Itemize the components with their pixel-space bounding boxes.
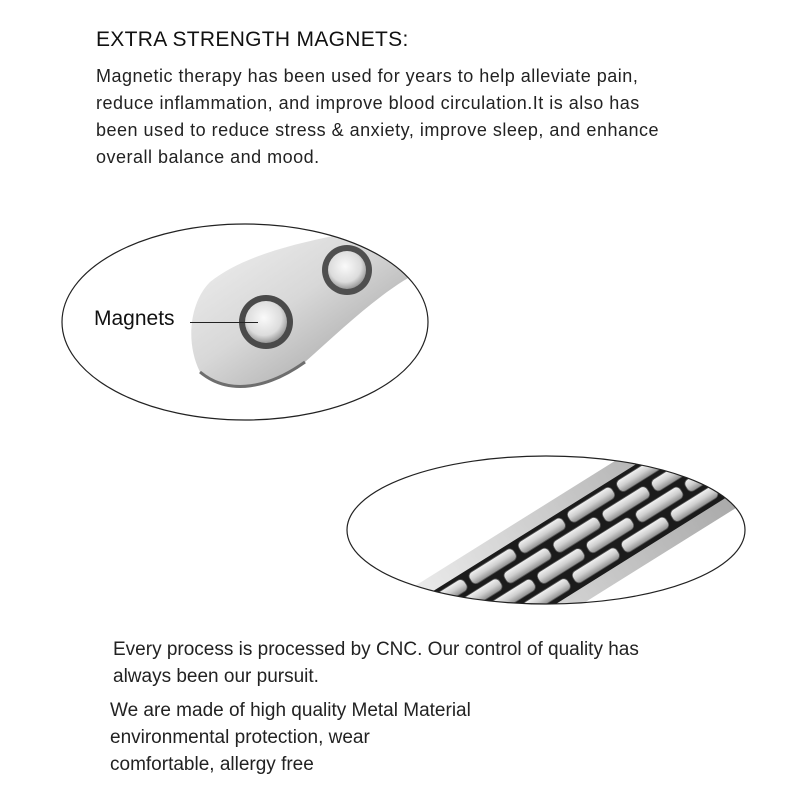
intro-line: Magnetic therapy has been used for years to help alleviate pain, — [96, 66, 639, 86]
callout-leader-line — [190, 322, 258, 323]
material-line: comfortable, allergy free — [110, 754, 314, 775]
intro-line: overall balance and mood. — [96, 147, 320, 167]
intro-line: reduce inflammation, and improve blood circulation.It is also has — [96, 93, 640, 113]
cnc-paragraph — [113, 636, 753, 690]
link-texture-image — [345, 454, 747, 606]
magnets-callout-label: Magnets — [94, 307, 175, 330]
intro-line: been used to reduce stress & anxiety, improve sleep, and enhance — [96, 120, 659, 140]
material-paragraph — [110, 697, 750, 778]
cnc-line: always been our pursuit. — [113, 666, 319, 687]
intro-paragraph — [96, 63, 756, 171]
cnc-line: Every process is processed by CNC. Our control of quality has — [113, 639, 639, 660]
section-heading: EXTRA STRENGTH MAGNETS: — [96, 28, 409, 51]
material-line: environmental protection, wear — [110, 727, 370, 748]
material-line: We are made of high quality Metal Material — [110, 700, 471, 721]
